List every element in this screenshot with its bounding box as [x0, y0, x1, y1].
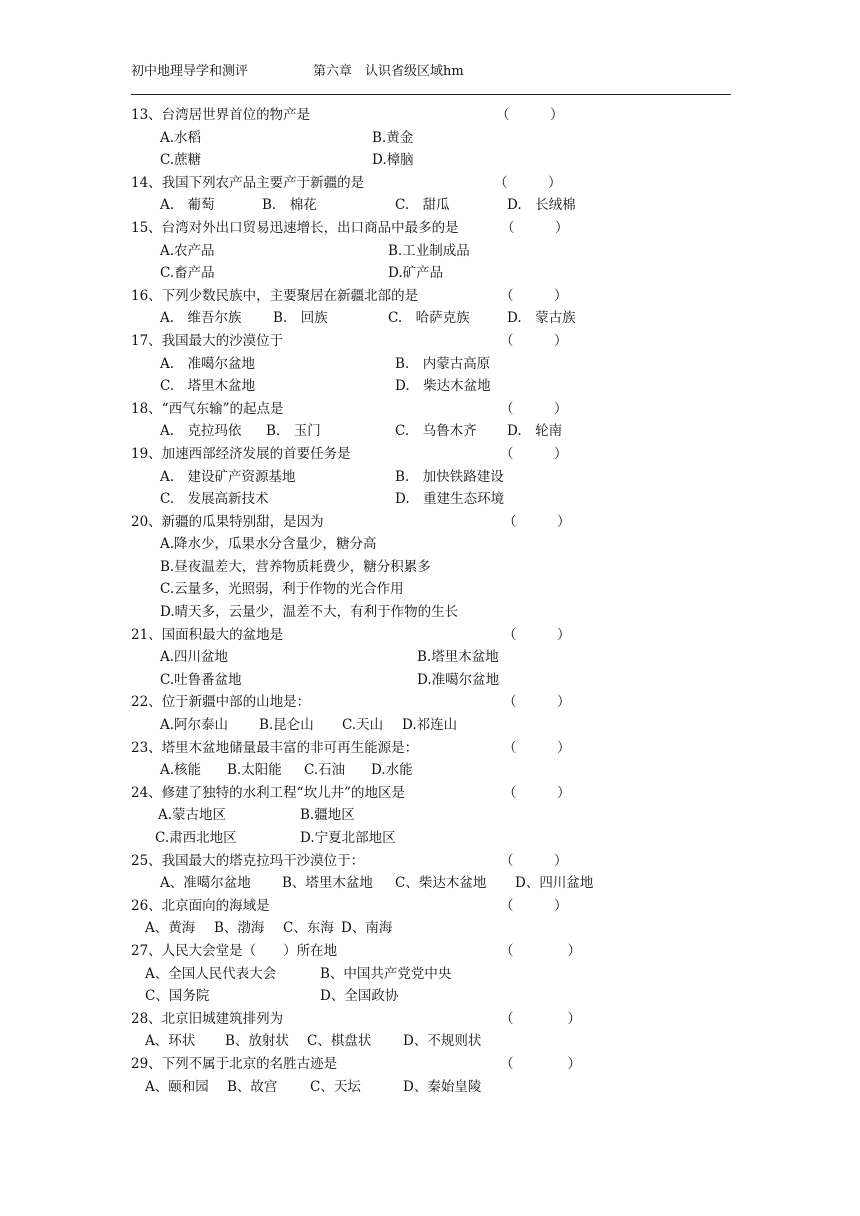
answer-option: B、塔里木盆地	[282, 875, 373, 892]
answer-option: D. 长绒棉	[507, 197, 576, 214]
answer-option: C、东海	[283, 920, 334, 937]
header-book-title: 初中地理导学和测评	[131, 64, 249, 79]
answer-option: C.吐鲁番盆地	[160, 671, 242, 688]
answer-option: D、秦始皇陵	[403, 1078, 482, 1095]
option-row	[0, 804, 860, 827]
answer-option: B.太阳能	[227, 762, 282, 779]
answer-option: B.塔里木盆地	[417, 649, 499, 666]
answer-option: A. 克拉玛依	[160, 423, 242, 440]
option-row	[0, 353, 860, 376]
answer-option: C.石油	[304, 762, 346, 779]
option-row	[0, 488, 860, 511]
answer-option: B.昼夜温差大，营养物质耗费少，糖分积累多	[160, 558, 431, 575]
answer-option: D.准噶尔盆地	[417, 671, 500, 688]
question-17	[0, 330, 860, 353]
option-row	[0, 1030, 860, 1053]
option-row	[0, 420, 860, 443]
answer-option: C.畜产品	[160, 265, 215, 282]
question-text: 26、北京面向的海域是	[131, 897, 270, 914]
answer-blank: （ ）	[500, 942, 581, 959]
option-row	[0, 240, 860, 263]
answer-option: B、放射状	[225, 1033, 289, 1050]
page-header	[131, 60, 731, 80]
answer-option: B. 加快铁路建设	[395, 468, 504, 485]
answer-option: D、四川盆地	[515, 875, 594, 892]
answer-option: C、国务院	[145, 988, 210, 1005]
question-18	[0, 398, 860, 421]
answer-option: C. 发展高新技术	[160, 491, 269, 508]
option-row	[0, 759, 860, 782]
answer-option: A、全国人民代表大会	[145, 965, 277, 982]
question-29	[0, 1053, 860, 1076]
option-row	[0, 307, 860, 330]
answer-option: A.阿尔泰山	[160, 717, 229, 734]
answer-option: B.昆仑山	[259, 717, 314, 734]
option-row	[0, 601, 860, 624]
answer-option: C. 甜瓜	[395, 197, 450, 214]
answer-option: A.农产品	[160, 242, 215, 259]
answer-option: D、南海	[341, 920, 393, 937]
answer-option: C. 乌鲁木齐	[395, 423, 477, 440]
answer-option: C、柴达木盆地	[395, 875, 487, 892]
answer-blank: （ ）	[503, 626, 571, 643]
answer-option: A. 葡萄	[160, 197, 215, 214]
answer-option: B.黄金	[372, 129, 414, 146]
option-row	[0, 872, 860, 895]
answer-option: C.云量多，光照弱，利于作物的光合作用	[160, 581, 404, 598]
question-text: 16、下列少数民族中，主要聚居在新疆北部的是	[131, 287, 419, 304]
question-23	[0, 737, 860, 760]
answer-option: A. 准噶尔盆地	[160, 355, 256, 372]
answer-option: A、黄海	[145, 920, 196, 937]
question-24	[0, 782, 860, 805]
answer-option: A、颐和园	[145, 1078, 209, 1095]
answer-option: D.水能	[371, 762, 413, 779]
option-row	[0, 194, 860, 217]
question-28	[0, 1008, 860, 1031]
answer-option: D、不规则状	[403, 1033, 482, 1050]
answer-blank: （ ）	[501, 219, 569, 236]
answer-blank: （ ）	[500, 287, 568, 304]
question-14	[0, 172, 860, 195]
answer-blank: （ ）	[503, 739, 571, 756]
answer-option: C. 塔里木盆地	[160, 378, 256, 395]
answer-blank: （ ）	[500, 445, 568, 462]
answer-option: B. 棉花	[262, 197, 317, 214]
question-19	[0, 443, 860, 466]
option-row	[0, 714, 860, 737]
answer-option: D.樟脑	[372, 152, 414, 169]
question-13	[0, 104, 860, 127]
answer-option: B、故宫	[227, 1078, 278, 1095]
option-row	[0, 646, 860, 669]
header-chapter-title: 第六章 认识省级区域hm	[313, 64, 464, 79]
option-row	[0, 578, 860, 601]
answer-option: A.四川盆地	[160, 649, 229, 666]
answer-blank: （ ）	[496, 107, 564, 123]
option-row	[0, 262, 860, 285]
answer-option: B. 内蒙古高原	[395, 355, 491, 372]
answer-blank: （ ）	[500, 897, 568, 914]
answer-option: C.蔗糖	[160, 152, 202, 169]
question-text: 18、“西气东输”的起点是	[131, 400, 284, 417]
answer-option: B.疆地区	[300, 807, 355, 824]
question-15	[0, 217, 860, 240]
question-text: 28、北京旧城建筑排列为	[131, 1010, 284, 1027]
answer-option: A.蒙古地区	[158, 807, 227, 824]
answer-option: B. 回族	[273, 310, 328, 327]
answer-option: D. 蒙古族	[507, 310, 576, 327]
option-row	[0, 127, 860, 150]
question-text: 21、国面积最大的盆地是	[131, 626, 284, 643]
answer-blank: （ ）	[503, 513, 571, 530]
question-21	[0, 624, 860, 647]
question-text: 22、位于新疆中部的山地是：	[131, 694, 311, 711]
question-text: 20、新疆的瓜果特别甜，是因为	[131, 513, 324, 530]
question-25	[0, 850, 860, 873]
answer-option: D. 柴达木盆地	[395, 378, 491, 395]
question-text: 13、台湾居世界首位的物产是	[131, 107, 311, 123]
question-text: 14、我国下列农产品主要产于新疆的是	[131, 174, 365, 191]
option-row	[0, 669, 860, 692]
answer-option: C.天山	[342, 717, 384, 734]
question-text: 24、修建了独特的水利工程“坎儿井”的地区是	[131, 784, 405, 801]
option-row	[0, 556, 860, 579]
option-row	[0, 985, 860, 1008]
answer-option: A. 维吾尔族	[160, 310, 242, 327]
answer-option: D.祁连山	[402, 717, 458, 734]
answer-option: D. 重建生态环境	[395, 491, 505, 508]
question-text: 17、我国最大的沙漠位于	[131, 332, 284, 349]
answer-option: A.水稻	[160, 129, 202, 146]
answer-option: C、天坛	[310, 1078, 361, 1095]
question-27	[0, 940, 860, 963]
question-list	[0, 104, 860, 1098]
question-20	[0, 511, 860, 534]
answer-option: A.核能	[160, 762, 202, 779]
answer-option: B.工业制成品	[388, 242, 470, 259]
answer-blank: （ ）	[500, 332, 568, 349]
answer-option: C.肃西北地区	[155, 830, 237, 846]
question-text: 29、下列不属于北京的名胜古迹是	[131, 1055, 338, 1072]
answer-option: B、中国共产党党中央	[320, 965, 452, 982]
answer-blank: （ ）	[494, 174, 562, 191]
option-row	[0, 533, 860, 556]
answer-option: B、渤海	[214, 920, 265, 937]
answer-option: A、准噶尔盆地	[160, 875, 251, 892]
option-row	[0, 917, 860, 940]
answer-blank: （ ）	[503, 694, 571, 711]
answer-option: D.矿产品	[388, 265, 444, 282]
question-text: 15、台湾对外出口贸易迅速增长，出口商品中最多的是	[131, 219, 459, 236]
answer-blank: （ ）	[500, 852, 568, 869]
question-text: 23、塔里木盆地储量最丰富的非可再生能源是：	[131, 739, 419, 756]
answer-option: C. 哈萨克族	[388, 310, 470, 327]
question-text: 27、人民大会堂是（ ）所在地	[131, 942, 338, 959]
option-row	[0, 466, 860, 489]
answer-option: B. 玉门	[266, 423, 321, 440]
option-row	[0, 827, 860, 850]
answer-blank: （ ）	[500, 1010, 581, 1027]
answer-option: A、环状	[145, 1033, 196, 1050]
option-row	[0, 149, 860, 172]
answer-option: C、棋盘状	[307, 1033, 372, 1050]
question-16	[0, 285, 860, 308]
answer-option: D.晴天多，云量少，温差不大，有利于作物的生长	[160, 604, 459, 621]
option-row	[0, 963, 860, 986]
header-rule	[131, 94, 731, 95]
answer-blank: （ ）	[503, 784, 571, 801]
question-22	[0, 691, 860, 714]
answer-option: D、全国政协	[320, 988, 399, 1005]
answer-option: D.宁夏北部地区	[300, 830, 396, 846]
question-text: 25、我国最大的塔克拉玛干沙漠位于：	[131, 852, 365, 869]
question-text: 19、加速西部经济发展的首要任务是	[131, 445, 351, 462]
option-row	[0, 375, 860, 398]
question-26	[0, 895, 860, 918]
option-row	[0, 1076, 860, 1099]
answer-option: A. 建设矿产资源基地	[160, 468, 296, 485]
answer-option: D. 轮南	[507, 423, 563, 440]
answer-blank: （ ）	[500, 400, 568, 417]
answer-blank: （ ）	[500, 1055, 581, 1072]
answer-option: A.降水少，瓜果水分含量少，糖分高	[160, 536, 377, 553]
